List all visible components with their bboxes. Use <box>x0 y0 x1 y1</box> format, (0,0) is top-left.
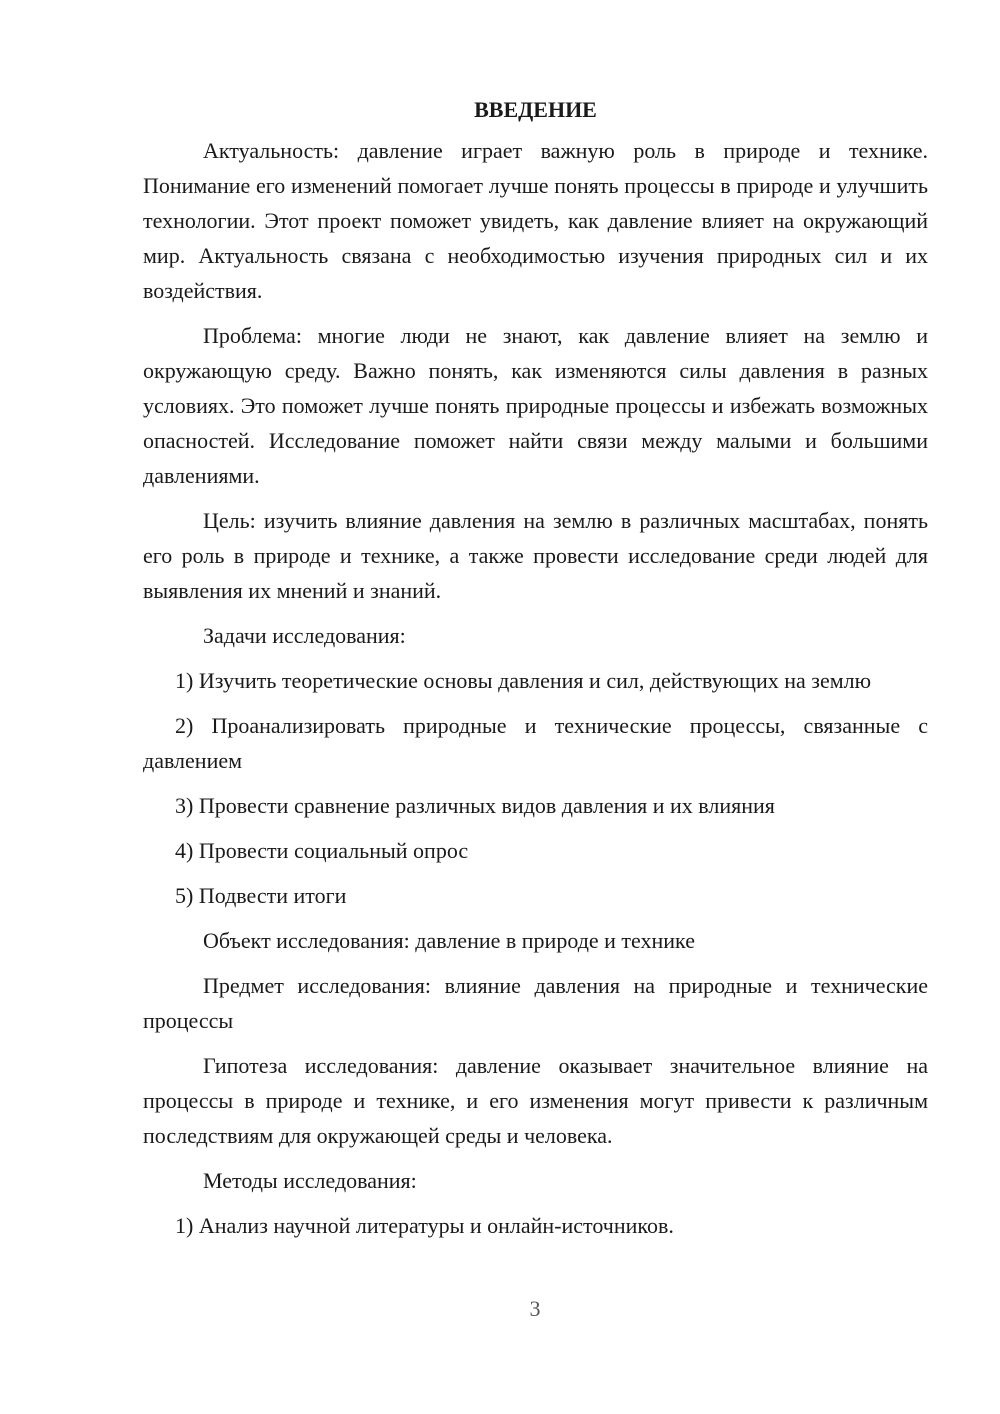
tasks-title: Задачи исследования: <box>203 623 406 648</box>
section-heading: ВВЕДЕНИЕ <box>474 97 597 122</box>
paragraph-object: Объект исследования: давление в природе и технике <box>203 928 695 953</box>
paragraph-subject: Предмет исследования: влияние давления на природные и технические процессы <box>143 973 928 1033</box>
methods-title: Методы исследования: <box>203 1168 417 1193</box>
task-item: 2) Проанализировать природные и технические процессы, связанные с давлением <box>143 713 928 773</box>
paragraph-hypothesis: Гипотеза исследования: давление оказывает значительное влияние на процессы в природе и технике, и его изменения могут привести к различным последствиям для окружающей среды и человека. <box>143 1053 928 1148</box>
task-item: 1) Изучить теоретические основы давления и сил, действующих на землю <box>175 668 872 693</box>
paragraph-relevance: Актуальность: давление играет важную роль в природе и технике. Понимание его изменений помогает лучше понять процессы в природе и улучшить технологии. Этот проект поможет увидеть, как давление влияет на окружающий мир. Актуальность связана с необходимостью изучения природных сил и их воздействия. <box>143 138 928 303</box>
task-item: 4) Провести социальный опрос <box>175 838 469 863</box>
task-item: 5) Подвести итоги <box>175 883 347 908</box>
paragraph-goal: Цель: изучить влияние давления на землю в различных масштабах, понять его роль в природе и технике, а также провести исследование среди людей для выявления их мнений и знаний. <box>143 508 928 603</box>
task-item: 3) Провести сравнение различных видов давления и их влияния <box>175 793 775 818</box>
method-item: 1) Анализ научной литературы и онлайн-источников. <box>175 1213 674 1238</box>
paragraph-problem: Проблема: многие люди не знают, как давление влияет на землю и окружающую среду. Важно понять, как изменяются силы давления в разных условиях. Это поможет лучше понять природные процессы и избежать возможных опасностей. Исследование поможет найти связи между малыми и большими давлениями. <box>143 323 928 488</box>
document-page <box>143 92 928 1253</box>
page-number: 3 <box>529 1296 541 1321</box>
